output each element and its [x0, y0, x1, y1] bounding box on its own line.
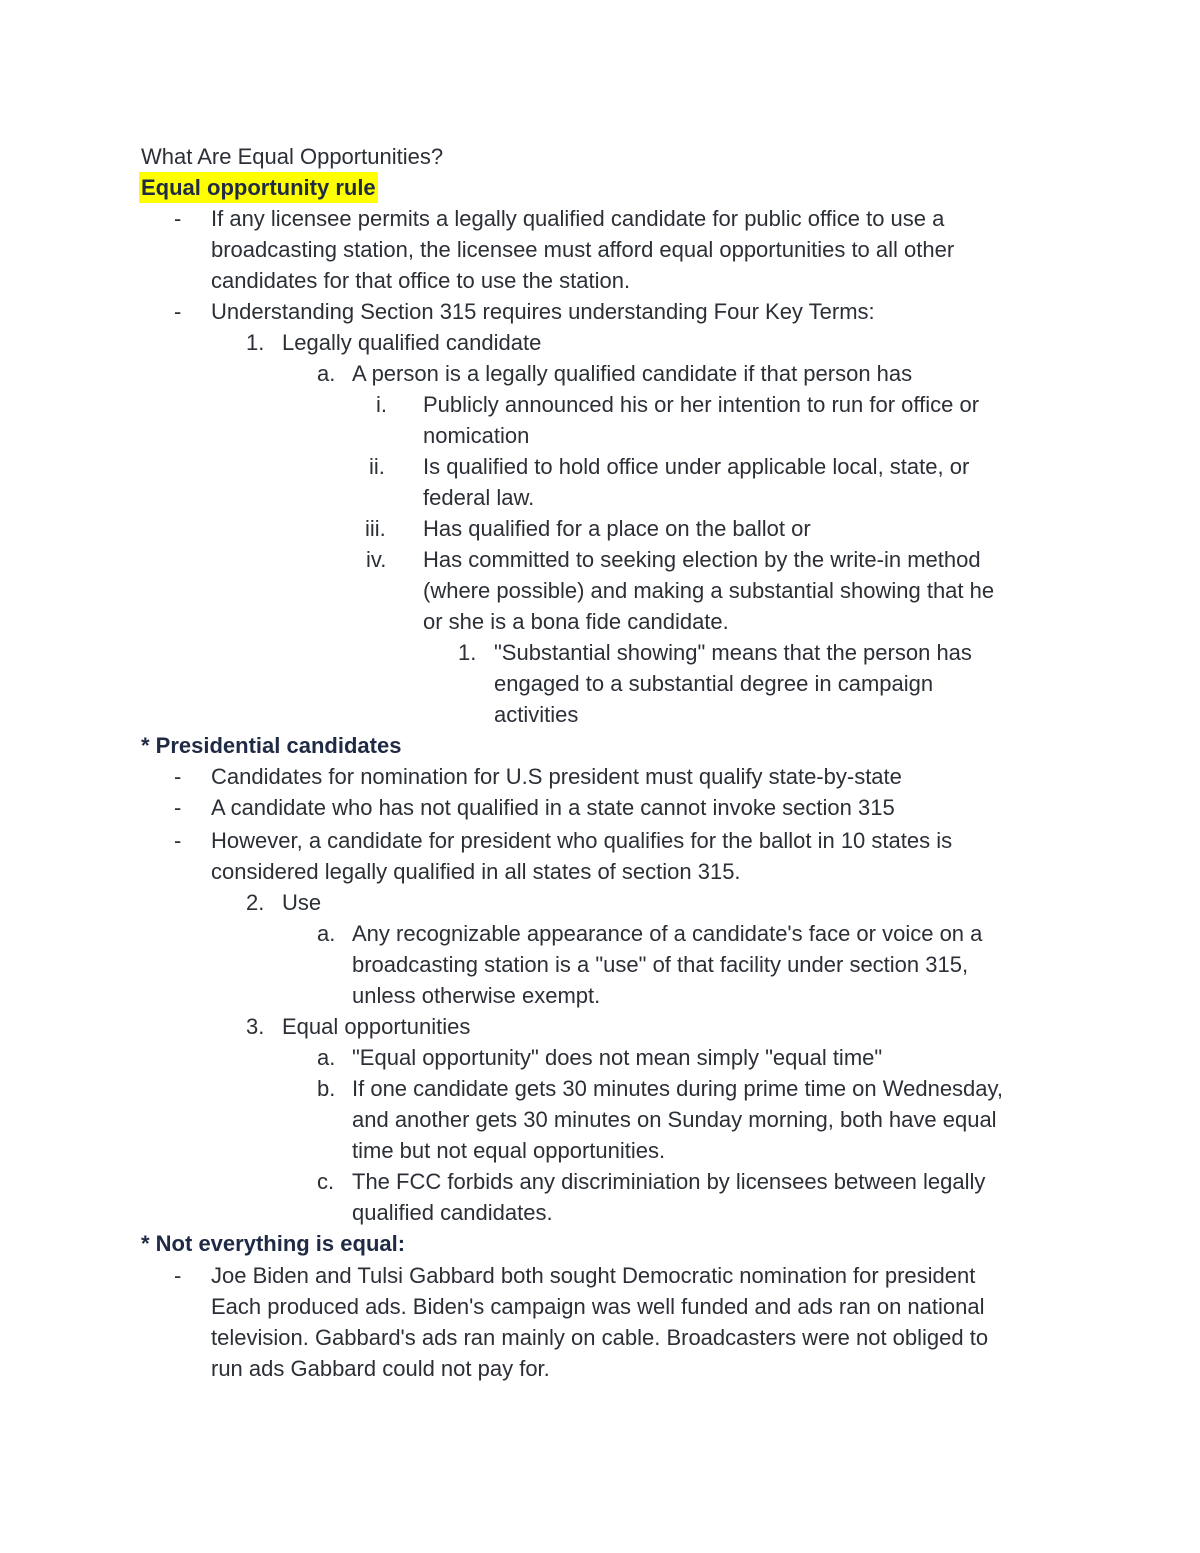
document-page: What Are Equal Opportunities? Equal opportunity rule - If any licensee permits a legally qualified candidate for public office to use a broadcasting station, the licensee must afford equal opportunities to all other candidates for that office to use the station. - Understanding Section 315 requires understanding Four Key Terms: 1. Legally qualified candidate a. A person is a legally qualified candidate if that person has i. Publicly announced his or her intention to run for office or nomication ii. Is qualified to hold office under applicable local, state, or federal law. iii. Has qualified for a place on the ballot or iv. Has committed to seeking election by the write-in method (where possible) and making a substantial showing that he or she is a bona fide candidate. 1. "Substantial showing" means that the person has engaged to a substantial degree in campaign activities * Presidential candidates - Candidates for nomination for U.S president must qualify state-by-state - A candidate who has not qualified in a state cannot invoke section 315 - However, a candidate for president who qualifies for the ballot in 10 states is considered legally qualified in all states of section 315. 2. Use a. Any recognizable appearance of a candidate's face or voice on a broadcasting station is a "use" of that facility under section 315, unless otherwise exempt. 3. Equal opportunities a. "Equal opportunity" does not mean simply "equal time" b. If one candidate gets 30 minutes during prime time on Wednesday, and another gets 30 minutes on Sunday morning, both have equal time but not equal opportunities. c. The FCC forbids any discriminiation by licensees between legally qualified candidates. * Not everything is equal: - Joe Biden and Tulsi Gabbard both sought Democratic nomination for president Each produced ads. Biden's campaign was well funded and ads ran on national television. Gabbard's ads ran mainly on cable. Broadcasters were not obliged to run ads Gabbard could not pay for.: [141, 144, 1004, 1381]
